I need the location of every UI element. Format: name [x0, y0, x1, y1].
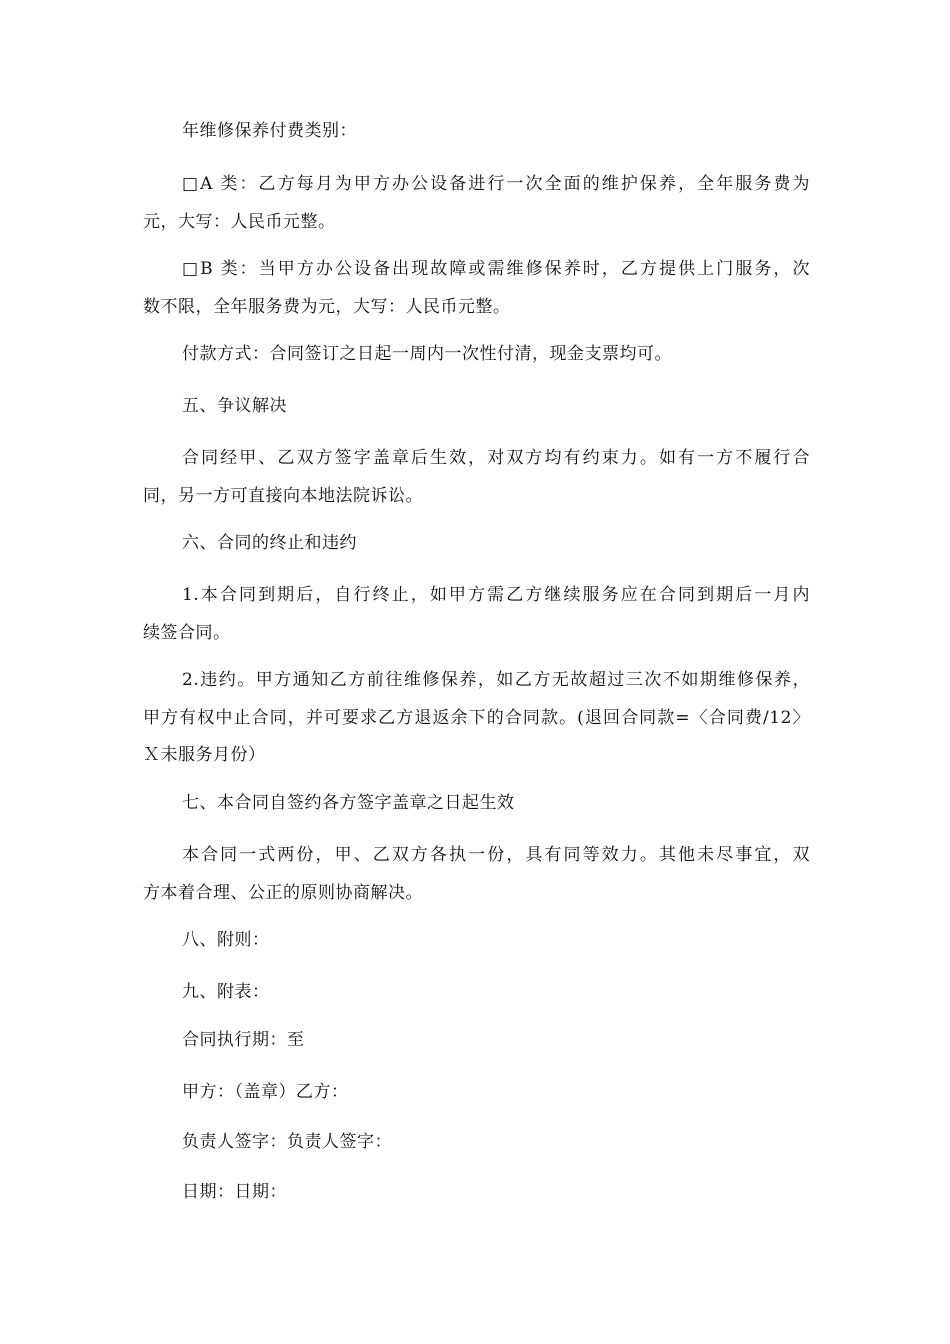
date-field [143, 1174, 810, 1212]
text-line: 负责人签字：负责人签字： [182, 1132, 392, 1152]
text-line: 年维修保养付费类别： [182, 121, 357, 141]
fee-option-b-paragraph [143, 251, 810, 326]
text-line: 2.违约。甲方通知乙方前往维修保养，如乙方无故超过三次不如期维修保养， [182, 670, 810, 690]
section-five-heading [143, 388, 810, 426]
text-line: 数不限，全年服务费为元，大写：人民币元整。 [143, 296, 511, 317]
dispute-resolution-paragraph [143, 440, 810, 515]
parties-seal-field [143, 1074, 810, 1112]
text-line: 合同执行期：至 [182, 1030, 305, 1050]
text-line: 甲方有权中止合同，并可要求乙方退返余下的合同款。(退回合同款=〈合同费/12〉 [143, 707, 810, 728]
copies-paragraph [143, 837, 810, 912]
text-line: 八、附则： [182, 930, 270, 950]
text-line: □A 类：乙方每月为甲方办公设备进行一次全面的维护保养，全年服务费为 [182, 174, 810, 194]
text-line: 日期：日期： [182, 1182, 287, 1202]
text-line: 本合同一式两份，甲、乙双方各执一份，具有同等效力。其他未尽事宜，双 [182, 845, 810, 865]
text-line: 合同经甲、乙双方签字盖章后生效，对双方均有约束力。如有一方不履行合 [182, 448, 810, 468]
signature-field [143, 1124, 810, 1162]
section-nine-heading [143, 974, 810, 1012]
contract-period-field [143, 1022, 810, 1060]
text-line: 九、附表： [182, 982, 270, 1002]
termination-clause-1 [143, 577, 810, 652]
fee-category-heading [143, 113, 810, 151]
text-line: 1.本合同到期后，自行终止，如甲方需乙方继续服务应在合同到期后一月内 [182, 585, 810, 605]
text-line: 同，另一方可直接向本地法院诉讼。 [143, 485, 423, 506]
text-line: 付款方式：合同签订之日起一周内一次性付清，现金支票均可。 [182, 344, 672, 364]
text-line: 七、本合同自签约各方签字盖章之日起生效 [182, 793, 515, 813]
text-line: 续签合同。 [143, 622, 231, 643]
fee-option-a-paragraph [143, 166, 810, 241]
text-line: 五、争议解决 [182, 396, 287, 416]
text-line: □B 类：当甲方办公设备出现故障或需维修保养时，乙方提供上门服务，次 [182, 259, 810, 279]
termination-clause-2 [143, 662, 810, 775]
section-seven-heading [143, 785, 810, 823]
text-line: 元，大写：人民币元整。 [143, 211, 336, 232]
text-line: 甲方：（盖章）乙方： [182, 1082, 349, 1102]
text-line: 六、合同的终止和违约 [182, 533, 357, 553]
text-line: Ｘ未服务月份） [143, 745, 266, 765]
text-line: 方本着合理、公正的原则协商解决。 [143, 882, 423, 903]
section-eight-heading [143, 922, 810, 960]
section-six-heading [143, 525, 810, 563]
payment-method-paragraph [143, 336, 810, 374]
